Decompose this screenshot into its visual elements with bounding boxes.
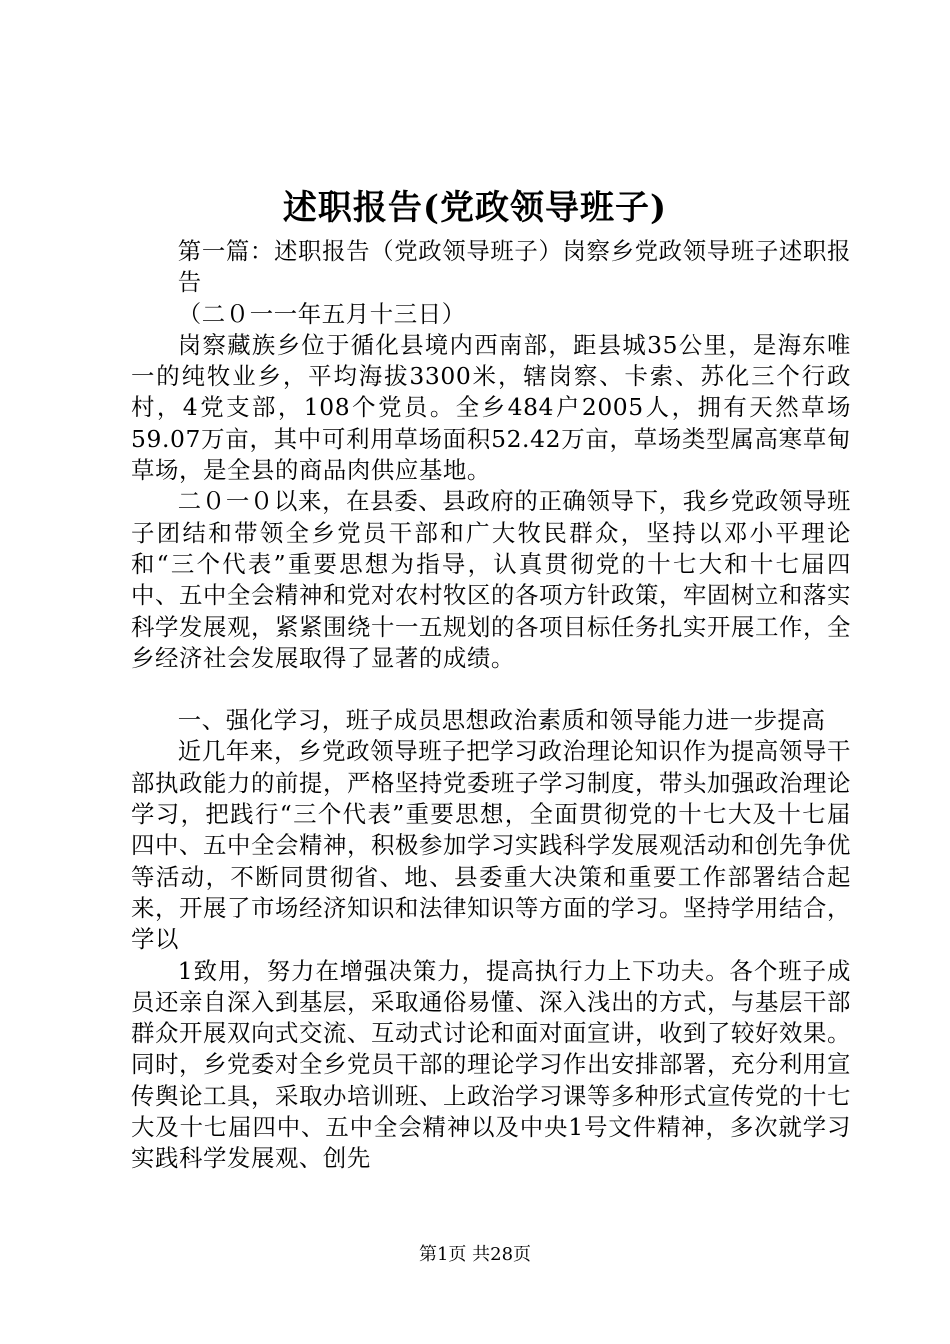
document-body (131, 236, 851, 1175)
paragraph-study: 近几年来，乡党政领导班子把学习政治理论知识作为提高领导干部执政能力的前提，严格坚持党委班子学习制度，带头加强政治理论学习，把践行“三个代表”重要思想，全面贯彻党的十七大及十七届四中、五中全会精神，积极参加学习实践科学发展观活动和创先争优等活动，不断同贯彻省、地、县委重大决策和重要工作部署结合起来，开展了市场经济知识和法律知识等方面的学习。坚持学用结合，学以 (131, 737, 851, 954)
date-line: （二０一一年五月十三日） (177, 299, 466, 328)
section-heading-line: 第一篇：述职报告（党政领导班子）岗察乡党政领导班子述职报告 (177, 237, 851, 297)
paragraph-achievements: 二０一０以来，在县委、县政府的正确领导下，我乡党政领导班子团结和带领全乡党员干部和广大牧民群众，坚持以邓小平理论和“三个代表”重要思想为指导，认真贯彻党的十七大和十七届四中、五中全会精神和党对农村牧区的各项方针政策，牢固树立和落实科学发展观，紧紧围绕十一五规划的各项目标任务扎实开展工作，全乡经济社会发展取得了显著的成绩。 (131, 487, 851, 672)
document-title: 述职报告(党政领导班子) (282, 188, 668, 228)
paragraph-overview: 岗察藏族乡位于循化县境内西南部，距县城35公里，是海东唯一的纯牧业乡，平均海拔3300米，辖岗察、卡索、苏化三个行政村，4党支部，108个党员。全乡484户2005人，拥有天然草场59.07万亩，其中可利用草场面积52.42万亩，草场类型属高寒草甸草场，是全县的商品肉供应基地。 (131, 330, 851, 485)
paragraph-practice: 1致用，努力在增强决策力，提高执行力上下功夫。各个班子成员还亲自深入到基层，采取通俗易懂、深入浅出的方式，与基层干部群众开展双向式交流、互动式讨论和面对面宣讲，收到了较好效果。同时，乡党委对全乡党员干部的理论学习作出安排部署，充分利用宣传舆论工具，采取办培训班、上政治学习课等多种形式宣传党的十七大及十七届四中、五中全会精神以及中央1号文件精神，多次就学习实践科学发展观、创先 (131, 956, 851, 1173)
section-heading-study: 一、强化学习，班子成员思想政治素质和领导能力进一步提高 (177, 706, 826, 735)
page-number-footer: 第1页 共28页 (418, 1244, 532, 1265)
